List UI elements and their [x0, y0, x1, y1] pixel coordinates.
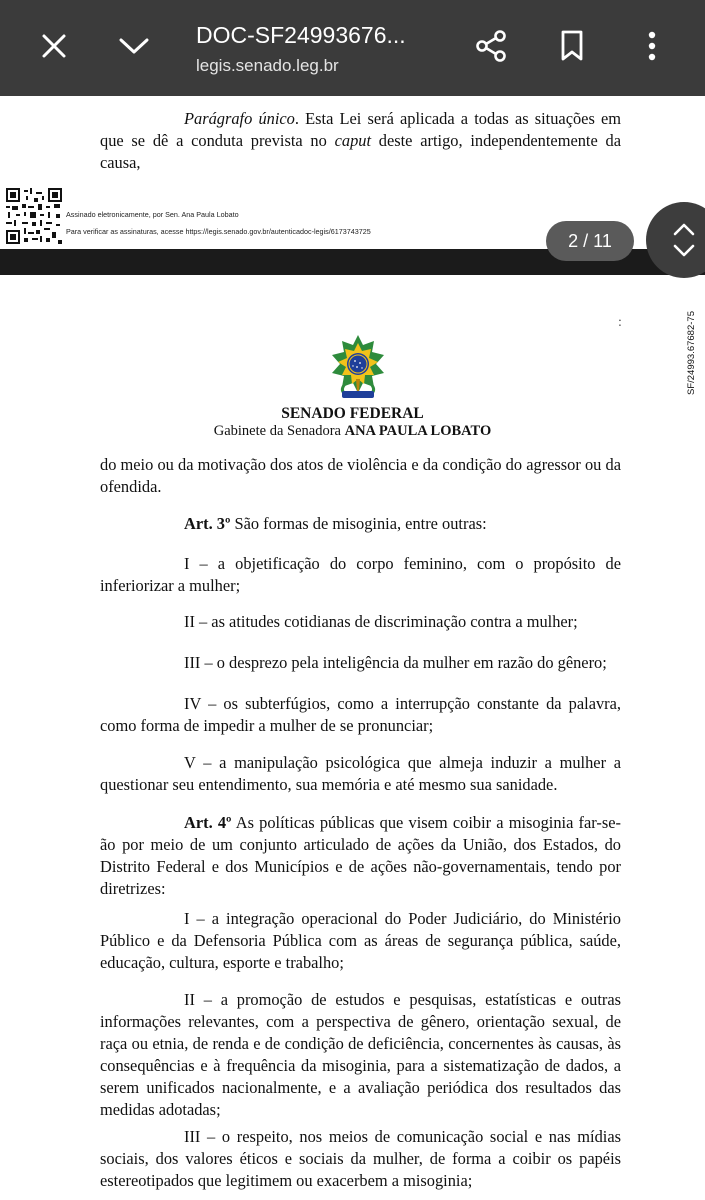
art3-item-4: IV – os subterfúgios, como a interrupção constante da palavra, como forma de impedir a mulher de se pronunciar;	[100, 694, 621, 735]
page-title: DOC-SF24993676...	[196, 22, 406, 48]
page-indicator: 2 / 11	[546, 221, 634, 261]
paragrafo-text-1: . Esta Lei será aplicada a todas as situações em que se dê a conduta prevista no	[100, 109, 622, 150]
share-button[interactable]	[463, 18, 519, 74]
share-icon	[474, 29, 508, 63]
art3-text: São formas de misoginia, entre outras:	[230, 514, 487, 533]
brasao-emblem	[326, 333, 390, 401]
minimize-button[interactable]	[106, 18, 162, 74]
gabinete-label: Gabinete da Senadora	[213, 423, 345, 439]
caput-text: caput	[334, 131, 372, 150]
senate-title: SENADO FEDERAL	[281, 405, 424, 422]
art4-item-1: I – a integração operacional do Poder Judiciário, do Ministério Público e da Defensoria Pública com as áreas de segurança pública, saúde, educação, cultura, esporte e trabalho;	[100, 909, 621, 972]
art4-paragraph	[100, 812, 621, 900]
browser-toolbar	[0, 0, 705, 96]
art3-label: Art. 3º	[184, 514, 231, 533]
art3-item-1: I – a objetificação do corpo feminino, com o propósito de inferiorizar a mulher;	[100, 554, 621, 595]
chevron-down-icon	[118, 36, 150, 56]
signature-text: Assinado eletronicamente, por Sen. Ana Paula Lobato	[66, 210, 239, 219]
art3-heading	[100, 513, 621, 535]
art4-item-2: II – a promoção de estudos e pesquisas, estatísticas e outras informações relevantes, com a perspectiva de gênero, orientação sexual, de raça ou etnia, de renda e de condição de deficiência, concernentes às causas, às consequências e à frequência da misoginia, para a sistematização de dados, a serem unificados nacionalmente, e a avaliação periódica dos resultados das medidas adotadas;	[100, 990, 621, 1119]
more-vert-icon	[648, 31, 656, 61]
senator-name: ANA PAULA LOBATO	[344, 423, 492, 439]
art3-item-2: II – as atitudes cotidianas de discriminação contra a mulher;	[184, 612, 578, 631]
close-button[interactable]	[26, 18, 82, 74]
art3-item-3: III – o desprezo pela inteligência da mulher em razão do gênero;	[184, 653, 607, 672]
qr-code	[6, 188, 62, 244]
art3-item-5: V – a manipulação psicológica que almeja induzir a mulher a questionar seu entendimento, sua memória e até mesmo sua sanidade.	[100, 753, 621, 794]
close-icon	[41, 33, 67, 59]
pdf-page-2	[0, 275, 705, 1200]
art4-label: Art. 4º	[184, 813, 232, 832]
verify-text: Para verificar as assinaturas, acesse https://legis.senado.gov.br/autenticadoc-legis/6173743725	[66, 227, 371, 236]
unfold-icon	[671, 220, 697, 260]
page-mark: :	[618, 315, 622, 330]
more-options-button[interactable]	[624, 18, 680, 74]
paragrafo-text-2: deste artigo, independentemente da causa,	[100, 131, 621, 172]
document-code	[686, 299, 700, 399]
bookmark-button[interactable]	[544, 18, 600, 74]
page-url: legis.senado.leg.br	[196, 56, 339, 75]
senate-subtitle	[0, 423, 705, 440]
art4-text: As políticas públicas que visem coibir a misoginia far-se-ão por meio de um conjunto articulado de ações da União, dos Estados, do Distrito Federal e dos Municípios e de ações não-governamentais, tendo por diretrizes:	[100, 813, 621, 898]
document-code-text: SF/24993.67682-75	[686, 311, 697, 395]
paragrafo-label: Parágrafo único	[184, 109, 295, 128]
continuation-paragraph: do meio ou da motivação dos atos de violência e da condição do agressor ou da ofendida.	[100, 455, 621, 496]
paragrafo-unico	[100, 108, 621, 174]
bookmark-icon	[560, 30, 584, 62]
art4-item-3: III – o respeito, nos meios de comunicação social e nas mídias sociais, dos valores éticos e sociais da mulher, de forma a coibir os papéis estereotipados que legitimem ou exacerbem a misoginia;	[100, 1127, 621, 1190]
